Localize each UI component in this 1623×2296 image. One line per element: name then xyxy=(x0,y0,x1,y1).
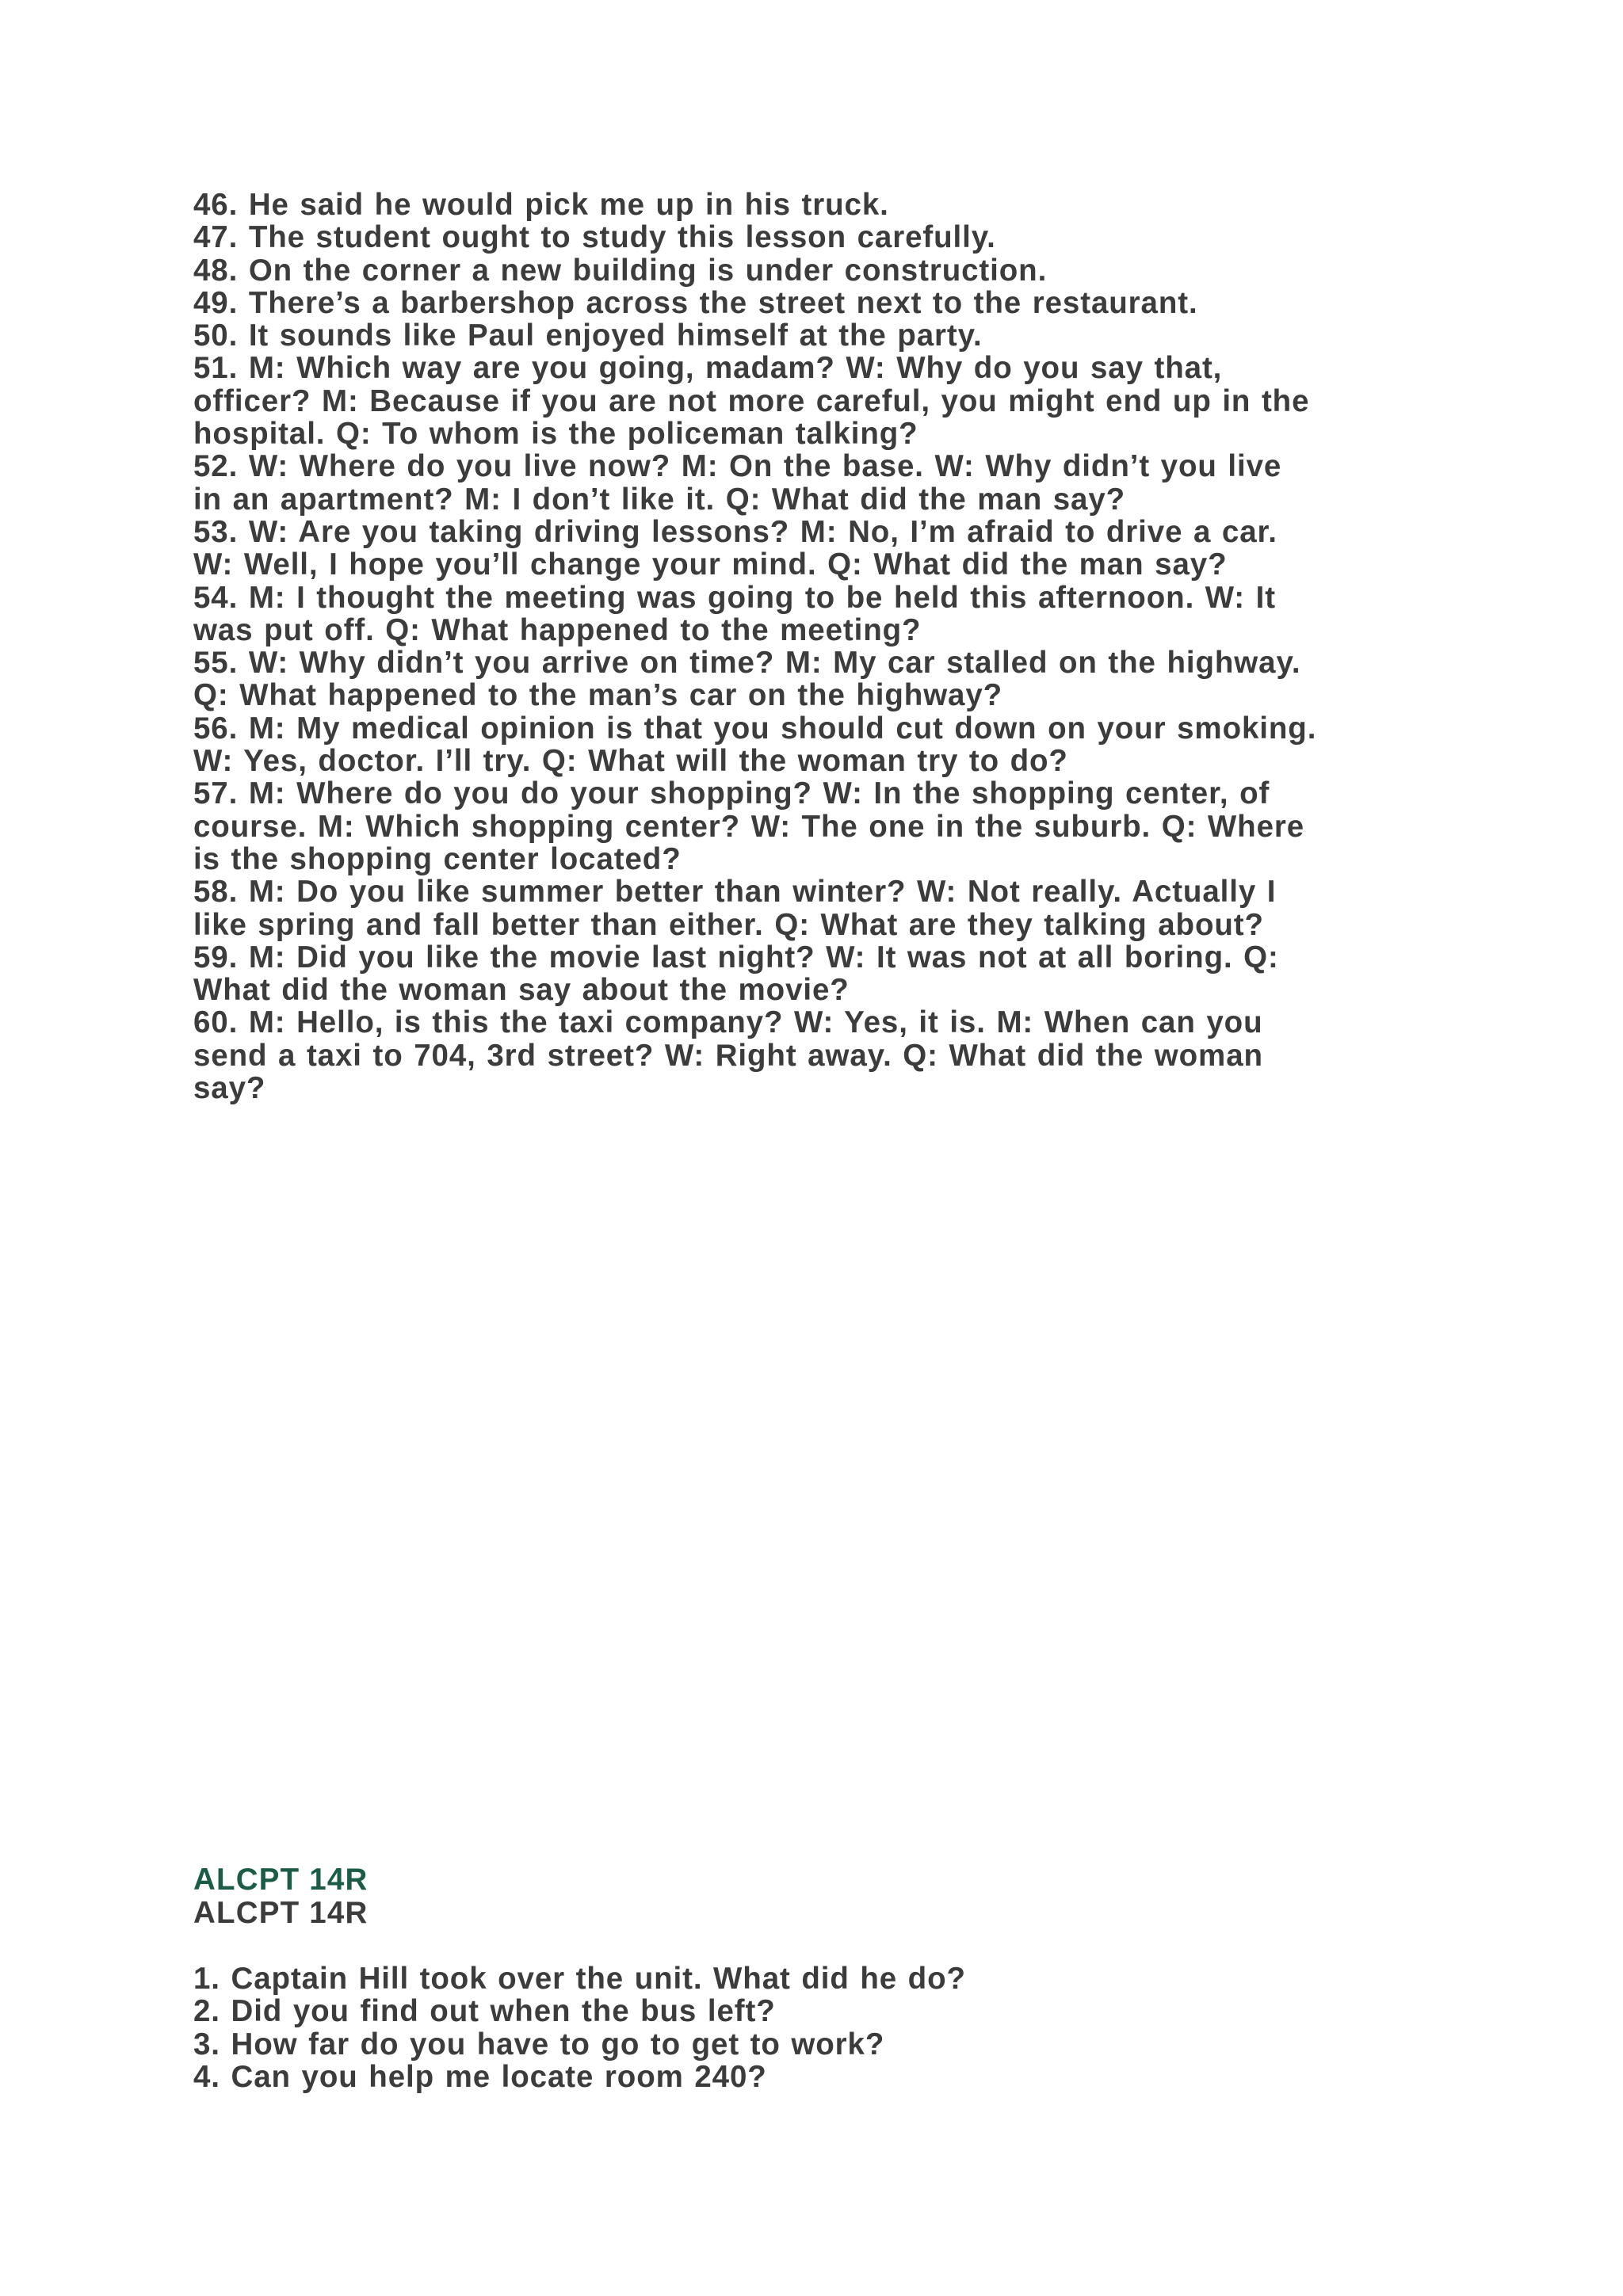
question-item: 2. Did you find out when the bus left? xyxy=(193,1994,776,2029)
question-item: 3. How far do you have to go to get to work? xyxy=(193,2027,885,2061)
transcript-line: 46. He said he would pick me up in his truck. xyxy=(193,188,889,222)
question-list xyxy=(193,1962,1445,2093)
transcript-line: 54. M: I thought the meeting was going to be held this afternoon. W: It xyxy=(193,580,1276,615)
transcript-line: 47. The student ought to study this lesson carefully. xyxy=(193,220,996,255)
transcript-line: is the shopping center located? xyxy=(193,841,682,876)
transcript-line: say? xyxy=(193,1071,266,1106)
transcript-line: 53. W: Are you taking driving lessons? M: No, I’m afraid to drive a car. xyxy=(193,514,1277,549)
transcript-line: W: Well, I hope you’ll change your mind. Q: What did the man say? xyxy=(193,547,1228,582)
section-heading: ALCPT 14R xyxy=(193,1863,369,1897)
section-subheading: ALCPT 14R xyxy=(193,1896,369,1930)
transcript-line: send a taxi to 704, 3rd street? W: Right away. Q: What did the woman xyxy=(193,1038,1263,1073)
transcript-line: W: Yes, doctor. I’ll try. Q: What will the woman try to do? xyxy=(193,744,1068,779)
question-item: 1. Captain Hill took over the unit. What did he do? xyxy=(193,1962,966,1996)
transcript-line: 49. There’s a barbershop across the street next to the restaurant. xyxy=(193,285,1198,320)
transcript-line: What did the woman say about the movie? xyxy=(193,973,850,1008)
transcript-line: was put off. Q: What happened to the meeting? xyxy=(193,612,922,647)
transcript-line: 48. On the corner a new building is under construction. xyxy=(193,253,1048,288)
transcript-line: 55. W: Why didn’t you arrive on time? M: My car stalled on the highway. xyxy=(193,646,1301,681)
transcript-line: 50. It sounds like Paul enjoyed himself at the party. xyxy=(193,318,983,353)
transcript-line: Q: What happened to the man’s car on the highway? xyxy=(193,678,1003,713)
transcript-line: 59. M: Did you like the movie last night? W: It was not at all boring. Q: xyxy=(193,940,1279,974)
transcript-line: like spring and fall better than either. Q: What are they talking about? xyxy=(193,907,1264,942)
transcript-line: course. M: Which shopping center? W: The one in the suburb. Q: Where xyxy=(193,809,1305,844)
transcript-line: 58. M: Do you like summer better than winter? W: Not really. Actually I xyxy=(193,875,1277,910)
transcript-block xyxy=(193,189,1445,1104)
transcript-line: 56. M: My medical opinion is that you should cut down on your smoking. xyxy=(193,711,1317,746)
transcript-line: officer? M: Because if you are not more careful, you might end up in the xyxy=(193,383,1310,418)
transcript-line: 51. M: Which way are you going, madam? W: Why do you say that, xyxy=(193,351,1223,386)
transcript-line: 52. W: Where do you live now? M: On the base. W: Why didn’t you live xyxy=(193,449,1282,484)
transcript-line: 57. M: Where do you do your shopping? W: In the shopping center, of xyxy=(193,776,1270,811)
transcript-line: in an apartment? M: I don’t like it. Q: What did the man say? xyxy=(193,482,1126,517)
transcript-line: hospital. Q: To whom is the policeman talking? xyxy=(193,417,918,452)
transcript-line: 60. M: Hello, is this the taxi company? W: Yes, it is. M: When can you xyxy=(193,1005,1263,1040)
question-item: 4. Can you help me locate room 240? xyxy=(193,2059,767,2094)
